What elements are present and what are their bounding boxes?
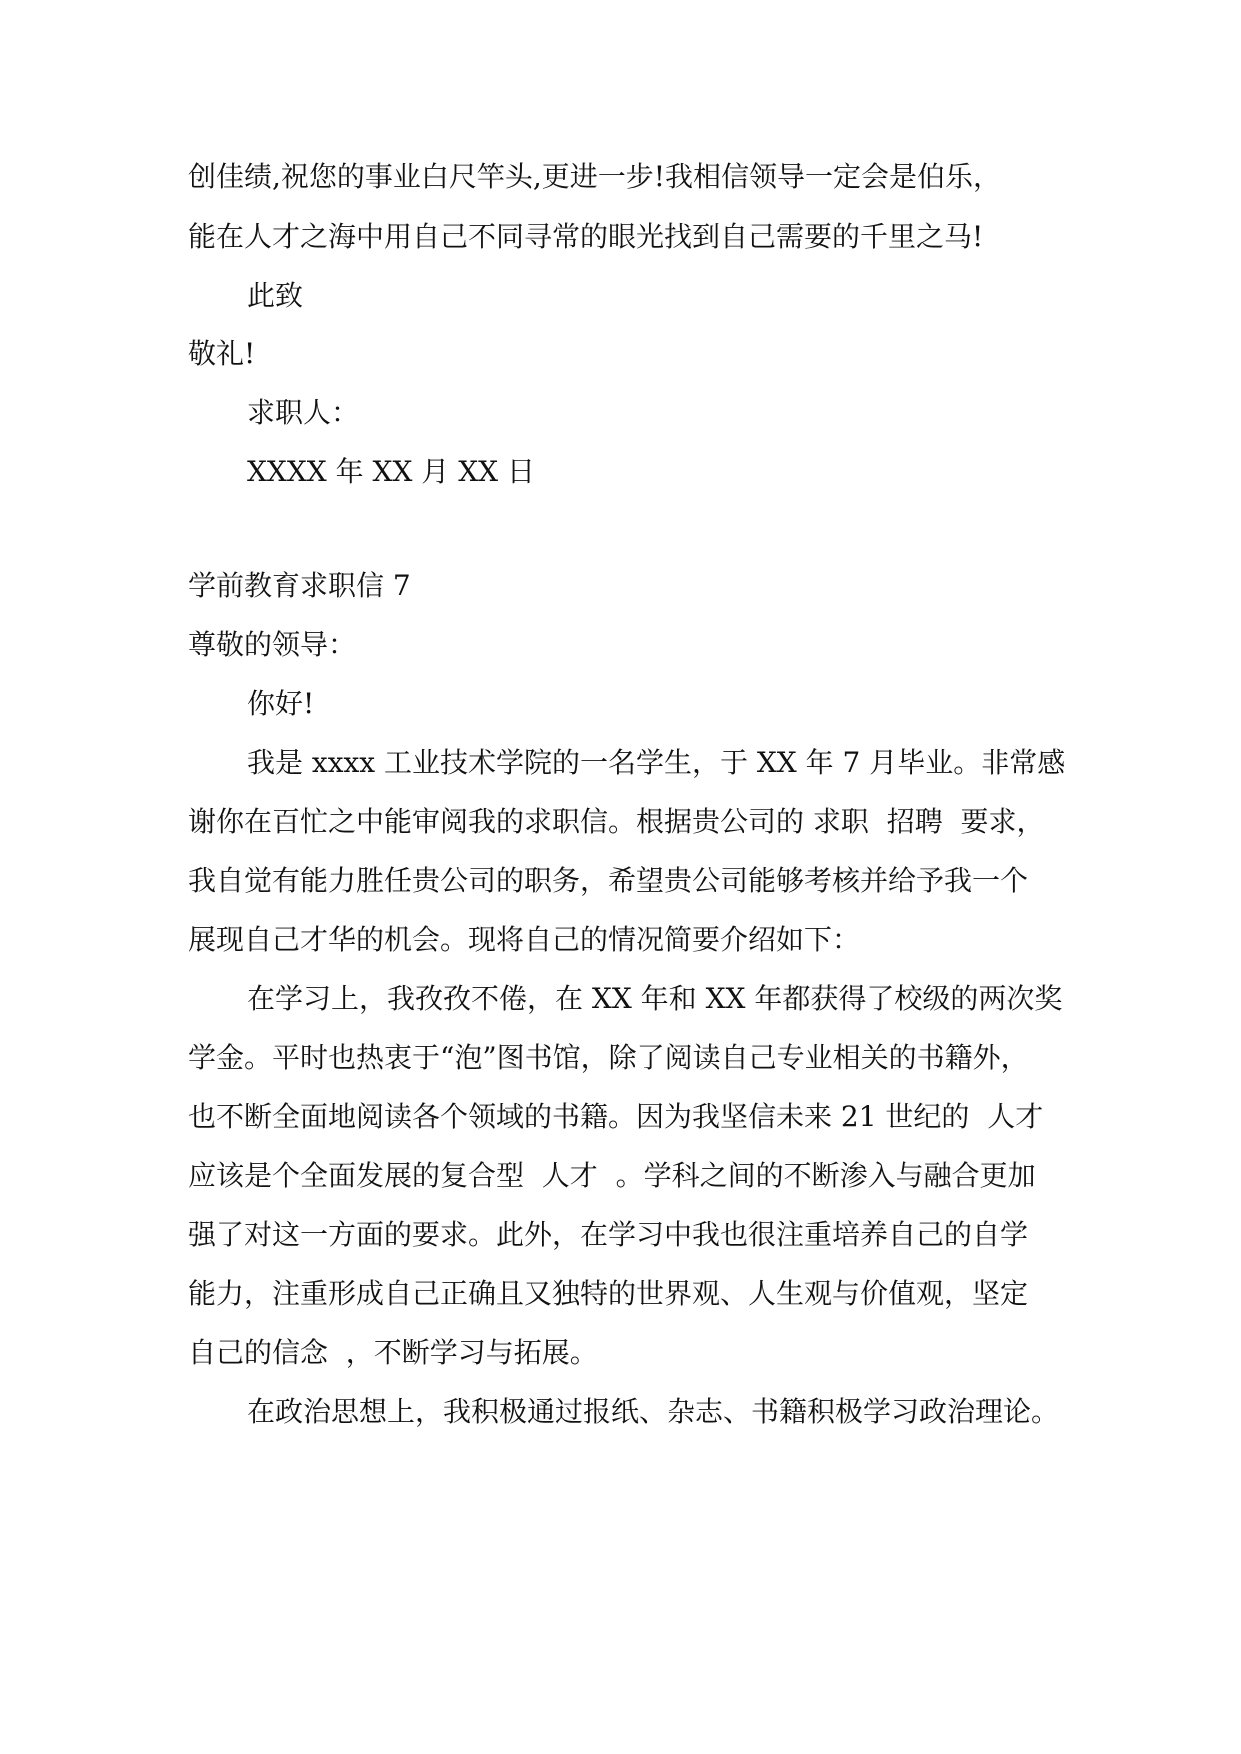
paragraph-1-line: 展现自己才华的机会。现将自己的情况简要介绍如下： — [188, 923, 861, 956]
paragraph-2-line: 在学习上，我孜孜不倦，在 XX 年和 XX 年都获得了校级的两次奖 — [247, 982, 1063, 1015]
paragraph-2-line: 强了对这一方面的要求。此外，在学习中我也很注重培养自己的自学 — [188, 1218, 1029, 1251]
closing-line-2: 能在人才之海中用自己不同寻常的眼光找到自己需要的千里之马! — [188, 220, 984, 253]
paragraph-1-line: 我自觉有能力胜任贵公司的职务，希望贵公司能够考核并给予我一个 — [188, 864, 1029, 897]
paragraph-3-line: 在政治思想上，我积极通过报纸、杂志、书籍积极学习政治理论。 — [247, 1395, 1060, 1428]
letter-title: 学前教育求职信 7 — [188, 569, 411, 602]
cizhi-line: 此致 — [247, 279, 304, 312]
paragraph-2-line: 学金。平时也热衷于“泡”图书馆，除了阅读自己专业相关的书籍外， — [188, 1041, 1029, 1074]
date-line: XXXX 年 XX 月 XX 日 — [247, 455, 535, 488]
paragraph-2-line: 能力，注重形成自己正确且又独特的世界观、人生观与价值观，坚定 — [188, 1277, 1029, 1310]
paragraph-1-line: 我是 xxxx 工业技术学院的一名学生，于 XX 年 7 月毕业。非常感 — [247, 746, 1066, 779]
jingli-line: 敬礼! — [188, 337, 256, 370]
paragraph-2-line: 也不断全面地阅读各个领域的书籍。因为我坚信未来 21 世纪的 人才 — [188, 1100, 1044, 1133]
paragraph-2-line: 应该是个全面发展的复合型 人才 。学科之间的不断渗入与融合更加 — [188, 1159, 1036, 1192]
greeting: 你好! — [247, 687, 315, 720]
salutation: 尊敬的领导： — [188, 628, 357, 661]
closing-line-1: 创佳绩,祝您的事业白尺竿头,更进一步!我相信领导一定会是伯乐， — [188, 160, 1002, 193]
applicant-line: 求职人： — [247, 396, 360, 429]
paragraph-2-line: 自己的信念 ，不断学习与拓展。 — [188, 1336, 598, 1369]
paragraph-1-line: 谢你在百忙之中能审阅我的求职信。根据贵公司的 求职 招聘 要求， — [188, 805, 1045, 838]
